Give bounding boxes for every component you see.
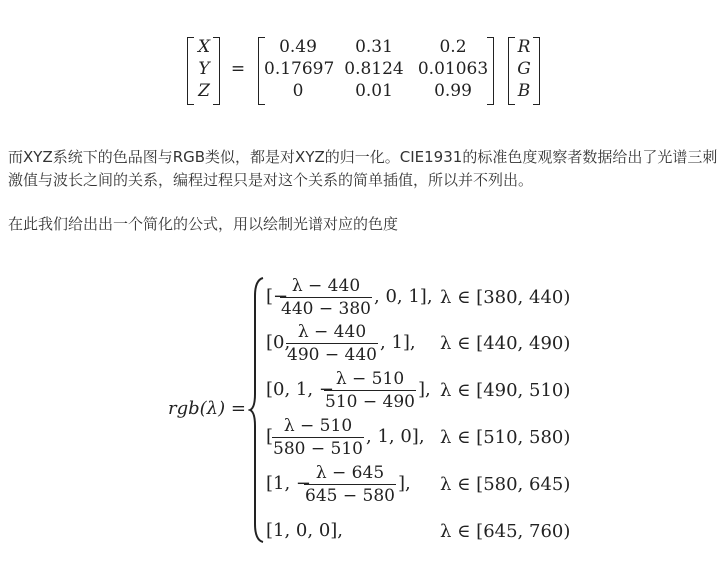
fraction-bar	[286, 343, 378, 344]
fraction-denominator: 510 − 490	[325, 392, 415, 412]
paragraph-xyz-description: 而XYZ系统下的色品图与RGB类似，都是对XYZ的归一化。CIE1931的标准色度观察者数据给出了光谱三刺激值与波长之间的关系，编程过程只是对这个关系的简单插值，所以并不列出。	[8, 148, 718, 189]
case-prefix: [−	[266, 286, 289, 307]
rhs-g: G	[517, 59, 531, 79]
fraction-numerator: λ − 510	[283, 416, 353, 436]
case-condition: λ ∈ [580, 645)	[440, 474, 571, 495]
matrix-cell: 0.17697	[264, 59, 335, 79]
case-suffix: , 1, 0],	[366, 426, 425, 447]
fraction-numerator: λ − 510	[335, 369, 405, 389]
matrix-cell: 0.8124	[344, 59, 404, 79]
fraction-numerator: λ − 645	[315, 463, 385, 483]
case-suffix: ],	[398, 473, 411, 494]
lhs-x: X	[197, 37, 211, 57]
case-prefix: [1, 0, 0],	[266, 520, 344, 541]
fraction-denominator: 580 − 510	[273, 439, 363, 459]
matrix-cell: 0.01063	[417, 59, 489, 79]
matrix-cell: 0	[292, 81, 304, 101]
case-fraction	[280, 276, 372, 319]
matrix-cell: 0.49	[279, 37, 317, 57]
case-fraction	[324, 369, 416, 412]
case-suffix: , 0, 1],	[374, 286, 433, 307]
case-fraction	[286, 322, 378, 365]
matrix-cell: 0.99	[434, 81, 472, 101]
case-condition: λ ∈ [380, 440)	[440, 287, 571, 308]
fraction-numerator: λ − 440	[297, 322, 367, 342]
case-fraction	[304, 463, 396, 506]
fraction-denominator: 645 − 580	[305, 486, 395, 506]
fraction-bar	[304, 484, 396, 485]
case-fraction	[272, 416, 364, 459]
case-prefix: [	[266, 426, 274, 447]
left-brace	[248, 276, 266, 544]
matrix-right-bracket	[487, 37, 494, 105]
paragraph-formula-intro: 在此我们给出出一个简化的公式，用以绘制光谱对应的色度	[8, 215, 399, 233]
rhs-r: R	[517, 37, 531, 57]
fraction-bar	[324, 390, 416, 391]
rhs-right-bracket	[533, 37, 540, 105]
fraction-denominator: 440 − 380	[281, 299, 371, 319]
case-prefix: [0, 1, −	[266, 379, 334, 400]
rhs-b: B	[517, 81, 531, 101]
piecewise-lhs: rgb(λ) =	[168, 398, 246, 419]
fraction-bar	[272, 437, 364, 438]
case-condition: λ ∈ [645, 760)	[440, 521, 571, 542]
lhs-y: Y	[198, 59, 210, 79]
case-suffix: , 1],	[380, 332, 416, 353]
case-prefix: [0,	[266, 332, 291, 353]
right-bracket	[213, 37, 220, 105]
matrix-cell: 0.01	[355, 81, 393, 101]
case-condition: λ ∈ [440, 490)	[440, 333, 571, 354]
lhs-z: Z	[198, 81, 210, 101]
fraction-denominator: 490 − 440	[287, 345, 377, 365]
case-condition: λ ∈ [510, 580)	[440, 427, 571, 448]
equals-sign: =	[230, 59, 246, 79]
case-suffix: ],	[418, 379, 431, 400]
fraction-numerator: λ − 440	[291, 276, 361, 296]
fraction-bar	[280, 297, 372, 298]
matrix-cell: 0.2	[439, 37, 467, 57]
case-prefix: [1, −	[266, 473, 311, 494]
matrix-cell: 0.31	[355, 37, 393, 57]
case-condition: λ ∈ [490, 510)	[440, 380, 571, 401]
